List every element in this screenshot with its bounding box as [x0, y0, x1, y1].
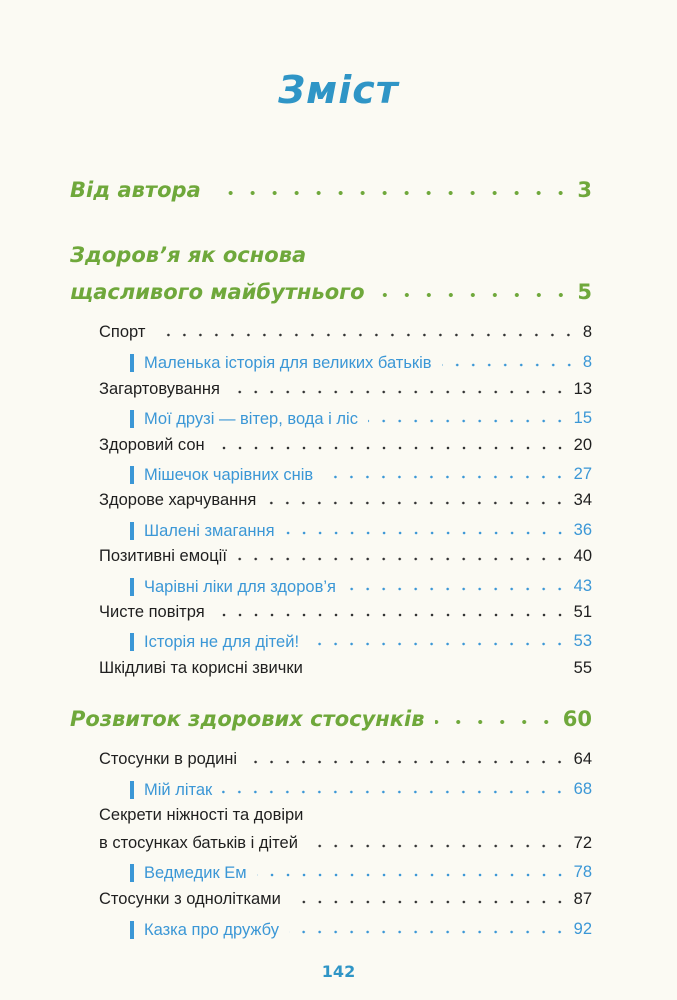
toc-page-number: 68	[573, 780, 592, 798]
dot-leader	[442, 363, 577, 367]
toc-page-number: 36	[573, 521, 592, 539]
dot-leader	[323, 475, 567, 479]
toc-entry-label: Шалені змагання	[130, 522, 275, 540]
toc-page-number: 13	[573, 380, 592, 398]
toc-page-number: 27	[573, 465, 592, 483]
toc-entry-topic[interactable]	[99, 834, 592, 853]
toc-section-health[interactable]	[70, 280, 592, 304]
page-number-footer: 142	[321, 962, 356, 981]
toc-page-number: 43	[573, 577, 592, 595]
toc-page-number: 78	[573, 863, 592, 881]
dot-leader	[266, 501, 567, 505]
dot-leader	[215, 613, 568, 617]
toc-page-number: 72	[573, 834, 592, 852]
toc-entry-story[interactable]	[130, 780, 592, 799]
toc-page-number: 87	[573, 890, 592, 908]
toc-page-number: 5	[577, 280, 592, 304]
toc-page-number: 15	[573, 409, 592, 427]
section-heading: Розвиток здорових стосунків	[70, 707, 425, 731]
dot-leader	[368, 419, 568, 423]
toc-entry-label: Здоровий сон	[99, 436, 205, 454]
dot-leader	[435, 720, 557, 724]
dot-leader	[285, 531, 568, 535]
toc-page-number: 53	[573, 632, 592, 650]
toc-entry-story[interactable]	[130, 632, 592, 651]
toc-page-number: 8	[582, 323, 592, 341]
toc-entry-story[interactable]	[130, 409, 592, 428]
dot-leader	[375, 293, 572, 297]
toc-entry-topic[interactable]	[99, 603, 592, 622]
toc-entry-label: Ведмедик Ем	[130, 864, 247, 882]
dot-leader	[291, 900, 568, 904]
toc-entry-story[interactable]	[130, 465, 592, 484]
toc-entry-story[interactable]	[130, 577, 592, 596]
page-title: Зміст	[278, 68, 399, 112]
toc-entry-topic[interactable]	[99, 323, 592, 342]
toc-entry-topic[interactable]	[99, 491, 592, 510]
dot-leader	[247, 760, 568, 764]
toc-page-number: 64	[573, 750, 592, 768]
toc-entry-story[interactable]	[130, 920, 592, 939]
dot-leader	[257, 873, 568, 877]
toc-entry-label: Чарівні ліки для здоров’я	[130, 578, 336, 596]
toc-page-number: 3	[577, 178, 592, 202]
toc-entry-label: Від автора	[70, 178, 201, 202]
toc-entry-topic[interactable]	[99, 547, 592, 566]
toc-entry-label: Маленька історія для великих батьків	[130, 354, 432, 372]
toc-section-relationships[interactable]	[70, 707, 592, 731]
toc-entry-label: Чисте повітря	[99, 603, 205, 621]
toc-entry-label: Мій літак	[130, 781, 212, 799]
dot-leader	[211, 191, 572, 195]
toc-entry-label: Мої друзі — вітер, вода і ліс	[130, 410, 358, 428]
toc-entry-label: Здорове харчування	[99, 491, 257, 509]
toc-entry-topic[interactable]	[99, 890, 592, 909]
dot-leader	[222, 790, 567, 794]
toc-page-number: 60	[562, 707, 592, 731]
toc-page-number: 40	[573, 547, 592, 565]
toc-entry-author[interactable]	[70, 178, 592, 202]
dot-leader	[289, 930, 568, 934]
dot-leader	[215, 446, 568, 450]
toc-entry-label: Шкідливі та корисні звички	[99, 659, 303, 677]
dot-leader	[308, 844, 568, 848]
dot-leader	[155, 333, 576, 337]
toc-entry-label: Спорт	[99, 323, 146, 341]
toc-entry-topic[interactable]	[99, 659, 592, 678]
toc-page-number: 92	[573, 920, 592, 938]
section-heading-line1: Здоров’я як основа	[70, 243, 307, 267]
toc-entry-story[interactable]	[130, 521, 592, 540]
toc-entry-label: Стосунки з однолітками	[99, 890, 281, 908]
toc-page-number: 20	[573, 436, 592, 454]
section-heading-line2: щасливого майбутнього	[70, 280, 365, 304]
toc-page-number: 34	[573, 491, 592, 509]
dot-leader	[346, 587, 568, 591]
toc-entry-label: Позитивні емоції	[99, 547, 227, 565]
toc-entry-label: Загартовування	[99, 380, 220, 398]
toc-entry-topic[interactable]	[99, 750, 592, 769]
toc-page-number: 51	[573, 603, 592, 621]
toc-page-number: 55	[573, 659, 592, 677]
toc-entry-label: Мішечок чарівних снів	[130, 466, 313, 484]
toc-entry-label: Стосунки в родині	[99, 750, 238, 768]
toc-entry-topic[interactable]	[99, 380, 592, 399]
toc-entry-topic[interactable]	[99, 436, 592, 455]
dot-leader	[230, 390, 568, 394]
toc-entry-story[interactable]	[130, 353, 592, 372]
toc-entry-story[interactable]	[130, 863, 592, 882]
toc-entry-label: Казка про дружбу	[130, 921, 279, 939]
dot-leader	[237, 557, 568, 561]
toc-page-number: 8	[582, 353, 592, 371]
dot-leader	[309, 642, 568, 646]
toc-entry-label: Історія не для дітей!	[130, 633, 299, 651]
toc-entry-label-line1: Секрети ніжності та довіри	[99, 806, 304, 824]
toc-entry-label: в стосунках батьків і дітей	[99, 834, 298, 852]
